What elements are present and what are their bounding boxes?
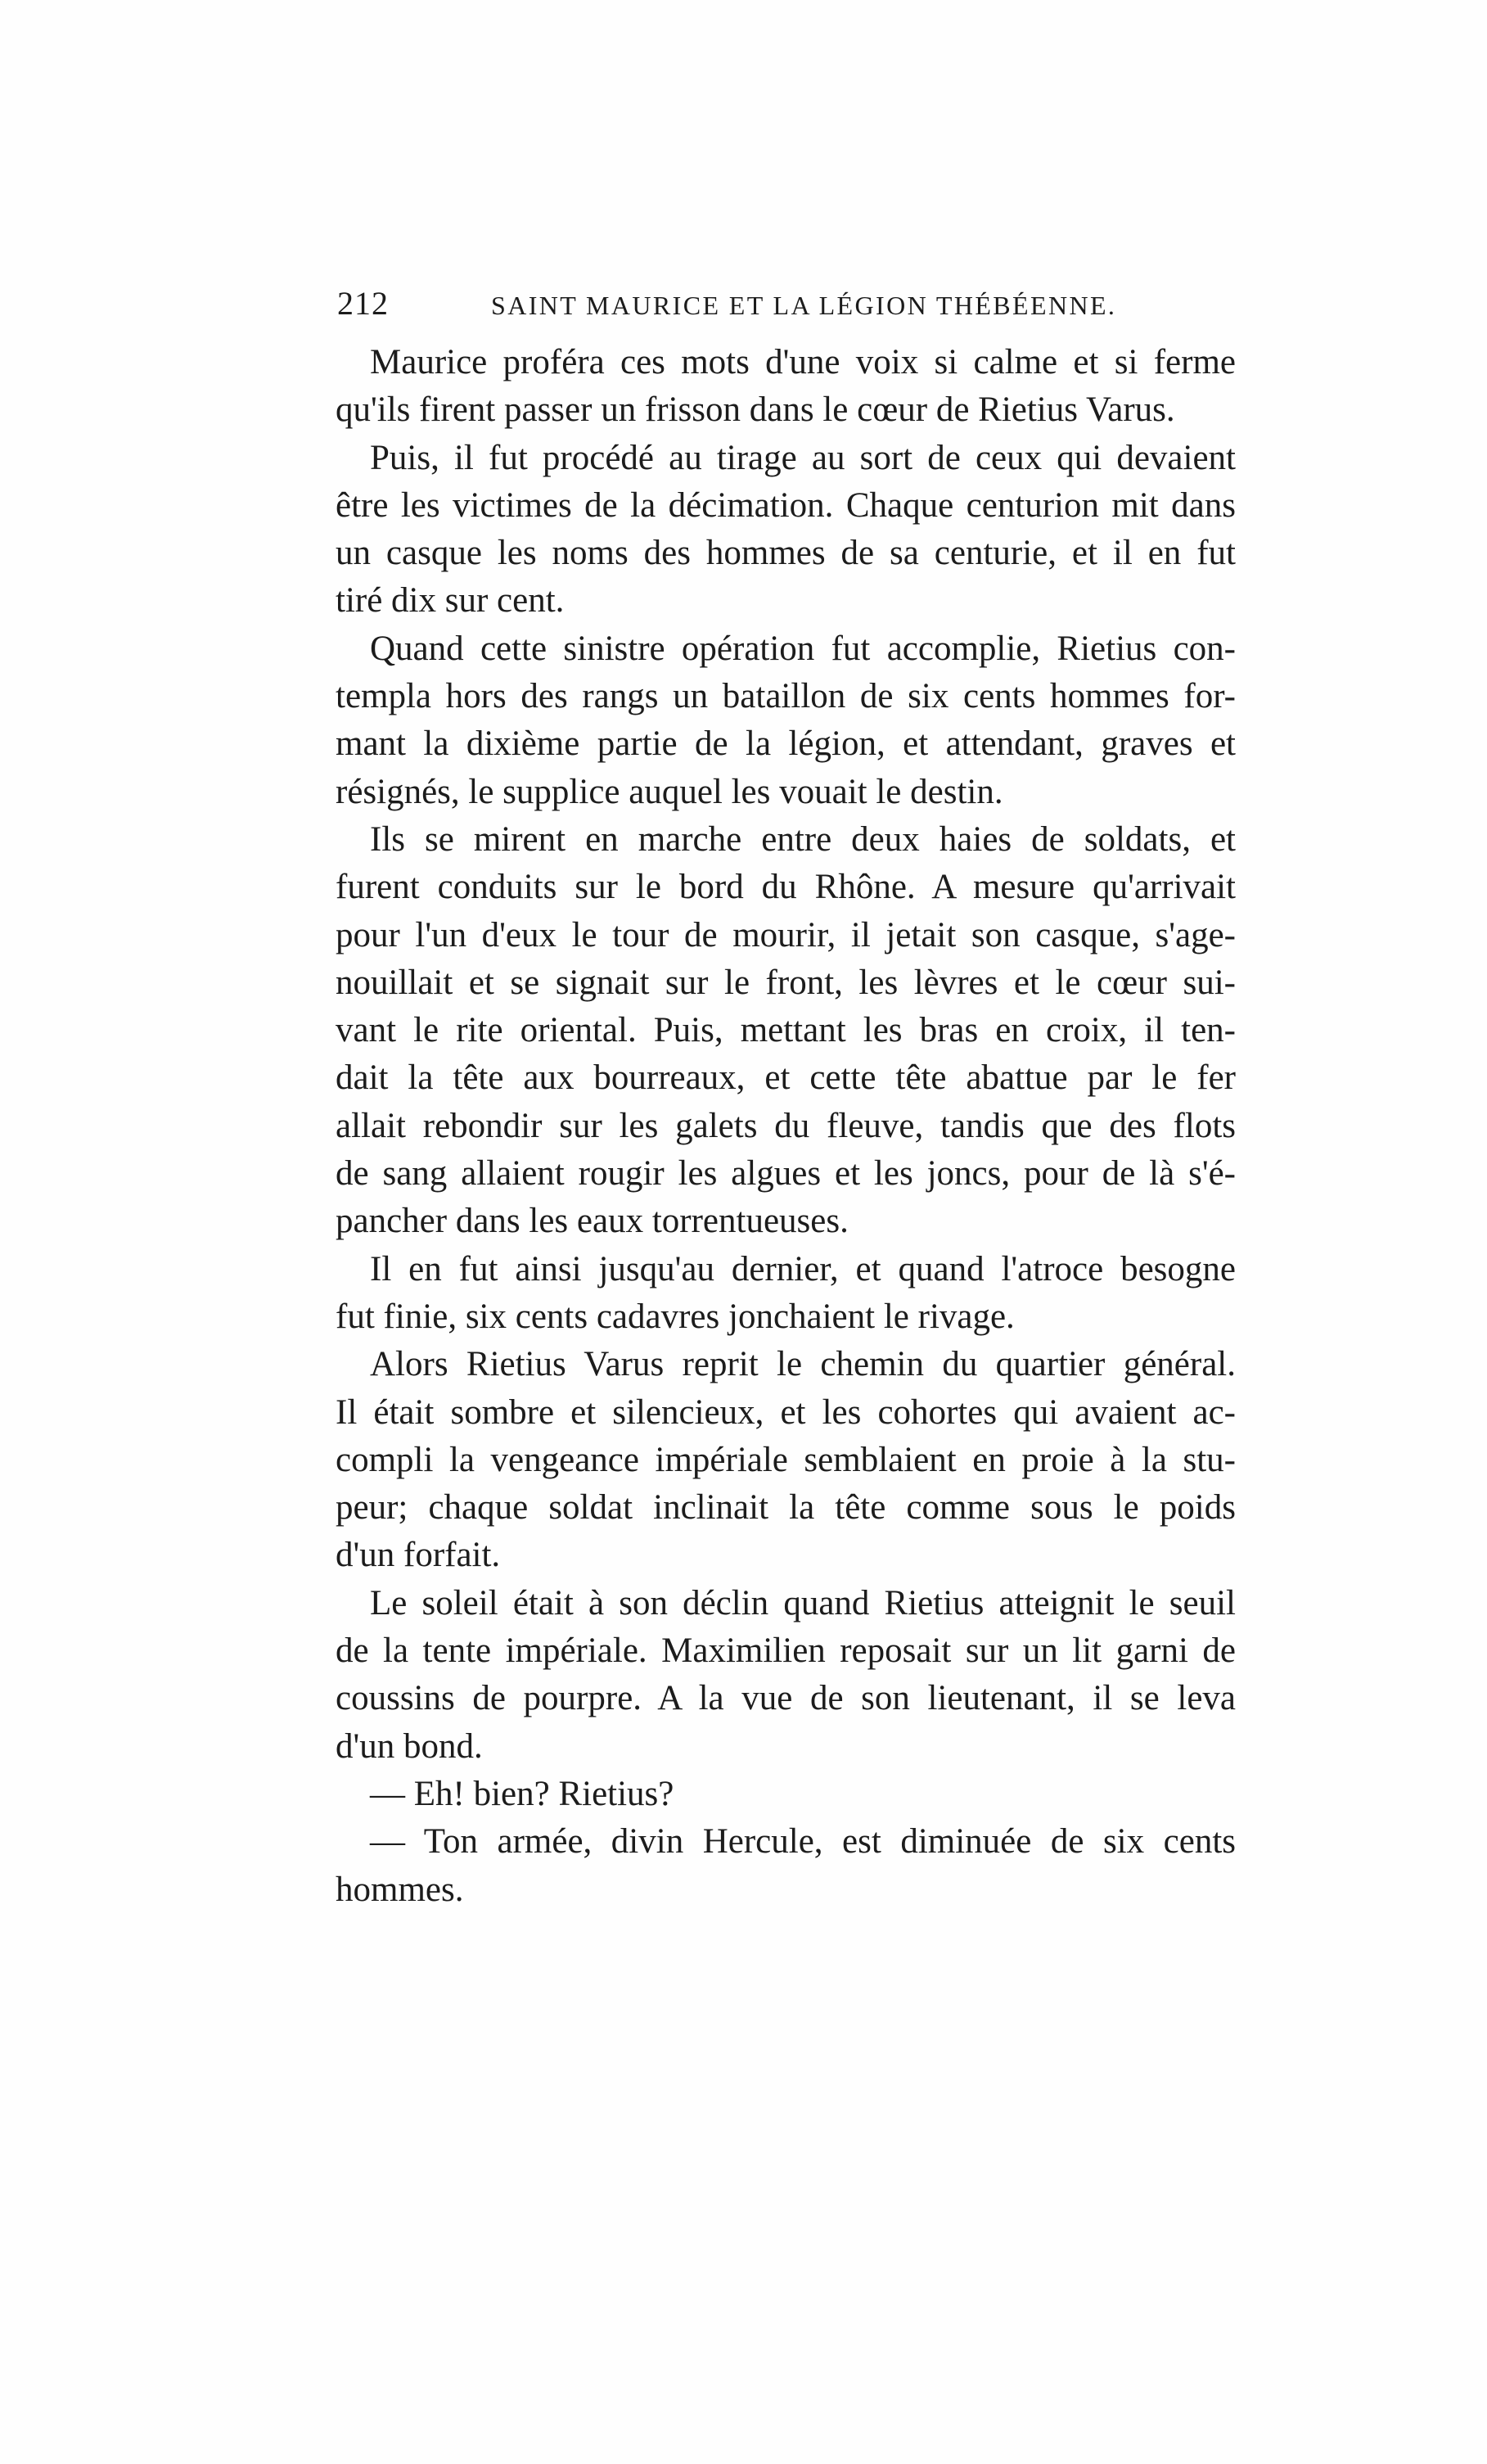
text-line: pancher dans les eaux torrentueuses. — [336, 1202, 849, 1241]
text-line: vant le rite oriental. Puis, mettant les bras en croix, il ten- — [336, 1011, 1236, 1050]
text-line: nouillait et se signait sur le front, les lèvres et le cœur sui- — [336, 963, 1236, 1002]
text-line: — Eh! bien? Rietius? — [370, 1774, 674, 1813]
text-line: compli la vengeance impériale semblaient en proie à la stu- — [336, 1440, 1236, 1479]
text-line: coussins de pourpre. A la vue de son lieutenant, il se leva — [336, 1679, 1236, 1718]
body-text — [336, 339, 1236, 1914]
text-line: — Ton armée, divin Hercule, est diminuée de six cents — [370, 1822, 1236, 1862]
text-line: Alors Rietius Varus reprit le chemin du quartier général. — [370, 1345, 1236, 1384]
text-line: qu'ils firent passer un frisson dans le cœur de Rietius Varus. — [336, 390, 1175, 430]
text-line: hommes. — [336, 1870, 464, 1909]
text-line: pour l'un d'eux le tour de mourir, il jetait son casque, s'age- — [336, 915, 1236, 954]
running-title: SAINT MAURICE ET LA LÉGION THÉBÉENNE. — [491, 291, 1117, 320]
text-line: tiré dix sur cent. — [336, 581, 565, 621]
text-line: Puis, il fut procédé au tirage au sort de ceux qui devaient — [370, 438, 1236, 477]
running-header — [337, 283, 1237, 324]
text-line: fut finie, six cents cadavres jonchaient le rivage. — [336, 1297, 1015, 1336]
text-line: Il était sombre et silencieux, et les cohortes qui avaient ac- — [336, 1392, 1236, 1432]
text-line: de la tente impériale. Maximilien reposait sur un lit garni de — [336, 1631, 1236, 1671]
text-line: Il en fut ainsi jusqu'au dernier, et quand l'atroce besogne — [370, 1249, 1236, 1288]
text-line: d'un bond. — [336, 1726, 483, 1766]
text-line: Quand cette sinistre opération fut accomplie, Rietius con- — [370, 629, 1236, 668]
text-line: furent conduits sur le bord du Rhône. A mesure qu'arrivait — [336, 868, 1236, 907]
text-line: mant la dixième partie de la légion, et attendant, graves et — [336, 724, 1236, 764]
text-line: Maurice proféra ces mots d'une voix si calme et si ferme — [370, 343, 1236, 381]
text-line: templa hors des rangs un bataillon de six cents hommes for- — [336, 677, 1236, 716]
text-line: résignés, le supplice auquel les vouait le destin. — [336, 772, 1003, 811]
text-line: d'un forfait. — [336, 1536, 501, 1575]
text-line: Le soleil était à son déclin quand Rietius atteignit le seuil — [370, 1583, 1236, 1622]
text-line: dait la tête aux bourreaux, et cette tête abattue par le fer — [336, 1058, 1236, 1098]
text-line: être les victimes de la décimation. Chaque centurion mit dans — [336, 485, 1236, 525]
text-line: de sang allaient rougir les algues et les joncs, pour de là s'é- — [336, 1154, 1236, 1194]
text-line: peur; chaque soldat inclinait la tête comme sous le poids — [336, 1488, 1236, 1528]
text-line: un casque les noms des hommes de sa centurie, et il en fut — [336, 534, 1236, 573]
text-line: allait rebondir sur les galets du fleuve, tandis que des flots — [336, 1106, 1236, 1145]
page-number: 212 — [337, 285, 389, 322]
text-line: Ils se mirent en marche entre deux haies de soldats, et — [370, 819, 1236, 859]
